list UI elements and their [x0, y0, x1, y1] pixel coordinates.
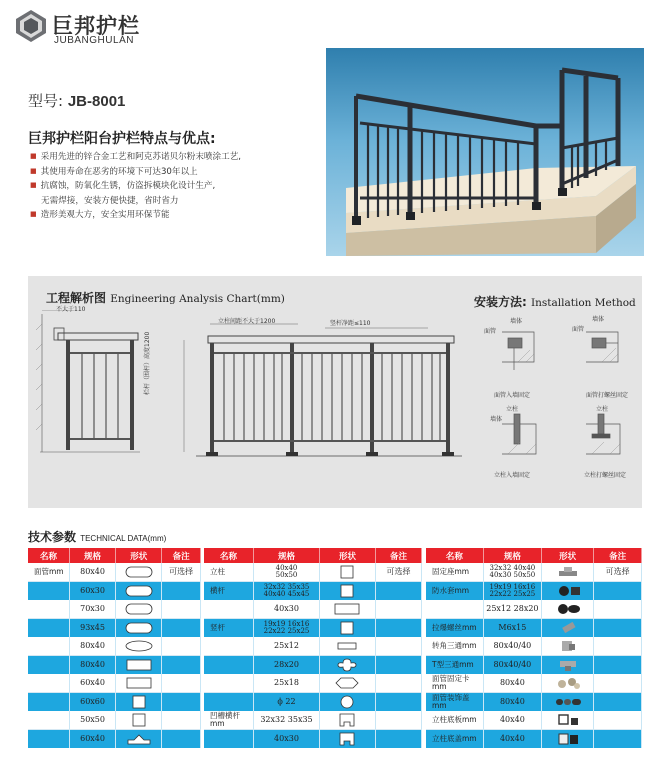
- note-cell: 可选择: [376, 563, 422, 582]
- note-cell: [594, 656, 642, 675]
- installation-title-cn: 安装方法:: [474, 295, 527, 309]
- column-header: 备注: [162, 548, 201, 563]
- balcony-railing-illustration: [326, 48, 644, 256]
- plate-profile-icon: [542, 711, 594, 730]
- table-row: [426, 711, 642, 730]
- column-header: 规格: [254, 548, 320, 563]
- spec-cell: [70, 711, 116, 730]
- spec-line: 19x19 16x16: [489, 583, 536, 591]
- model-label: 型号:: [28, 92, 64, 110]
- spec-cell: [70, 600, 116, 619]
- table-row: [28, 619, 201, 638]
- spec-line: ϕ 22: [277, 696, 296, 706]
- part-name: [28, 711, 70, 730]
- table-row: [204, 600, 422, 619]
- install-tube-2: 面管: [572, 326, 585, 333]
- baluster-gap-label: 竖杆净距≤110: [330, 320, 371, 327]
- spec-line: 28x20: [274, 659, 299, 669]
- column-header: 名称: [28, 548, 70, 563]
- spec-line: 80x40: [80, 566, 105, 576]
- spec-line: 32x32 35x35: [260, 714, 313, 724]
- rect-profile-icon: [319, 600, 375, 619]
- note-cell: [162, 600, 201, 619]
- rounded-profile-icon: [116, 563, 162, 582]
- flower-profile-icon: [319, 656, 375, 675]
- spec-line: 50x50: [275, 571, 298, 579]
- note-cell: [376, 619, 422, 638]
- install-caption-3: 立柱入墙固定: [494, 472, 531, 479]
- table-row: [426, 600, 642, 619]
- height-label: 栏杆（围杆）高度1200: [144, 331, 151, 395]
- spec-cell: [70, 656, 116, 675]
- plate2-profile-icon: [542, 730, 594, 749]
- note-cell: [162, 693, 201, 712]
- features-list: [30, 150, 241, 223]
- note-cell: [162, 656, 201, 675]
- spec-line: 70x30: [80, 603, 105, 613]
- spec-line: 80x40: [80, 640, 105, 650]
- table-row: [28, 693, 201, 712]
- front-view-drawing: [170, 318, 470, 468]
- table-row: [426, 637, 642, 656]
- table-row: [28, 637, 201, 656]
- part-name: 面管固定卡mm: [426, 674, 483, 693]
- spec-line: 22x22 25x25: [263, 627, 310, 635]
- table-row: [204, 693, 422, 712]
- spec-line: 25x18: [274, 677, 299, 687]
- rect-profile-icon: [116, 656, 162, 675]
- installation-diagrams: [490, 318, 640, 480]
- sleeve-profile-icon: [542, 582, 594, 601]
- note-cell: [594, 674, 642, 693]
- table-row: [204, 637, 422, 656]
- install-caption-1: 面管入墙固定: [494, 392, 531, 399]
- table-row: [28, 711, 201, 730]
- install-caption-2: 面管打螺丝固定: [586, 392, 629, 399]
- table-row: [426, 656, 642, 675]
- note-cell: [376, 711, 422, 730]
- spec-cell: [70, 730, 116, 749]
- spec-cell: [483, 711, 541, 730]
- spec-line: 40x40: [275, 564, 298, 572]
- install-caption-4: 立柱打螺丝固定: [584, 472, 627, 479]
- brand-logo-icon: [16, 10, 46, 42]
- spec-line: 80x40: [499, 677, 525, 687]
- tech-table-3: [426, 548, 642, 748]
- spec-cell: [70, 693, 116, 712]
- column-header: 备注: [594, 548, 642, 563]
- feature-item: ■ 造形美观大方，安全实用环保节能: [30, 208, 241, 223]
- spec-line: 22x22 25x25: [489, 590, 536, 598]
- table-row: [426, 563, 642, 582]
- spec-cell: [254, 730, 320, 749]
- table-row: [204, 582, 422, 601]
- table-row: [204, 563, 422, 582]
- part-name: 立柱底板mm: [426, 711, 483, 730]
- column-header: 名称: [426, 548, 483, 563]
- spec-cell: [254, 619, 320, 638]
- table-row: [426, 674, 642, 693]
- spec-line: 32x32 40x40: [489, 564, 536, 572]
- note-cell: [376, 693, 422, 712]
- part-name: 横杆: [204, 582, 254, 601]
- table-row: [28, 600, 201, 619]
- note-cell: [376, 656, 422, 675]
- note-cell: [594, 637, 642, 656]
- feature-item: ■ 采用先进的锌合金工艺和阿克苏诺贝尔粉末喷涂工艺,: [30, 150, 241, 165]
- note-cell: [594, 619, 642, 638]
- spec-line: 40x40: [499, 733, 525, 743]
- spec-line: 40x30: [274, 603, 299, 613]
- spec-line: 80x40/40: [493, 640, 532, 650]
- spec-line: 60x60: [80, 696, 105, 706]
- tee2-profile-icon: [542, 656, 594, 675]
- part-name: [28, 600, 70, 619]
- part-name: T型三通mm: [426, 656, 483, 675]
- caps-profile-icon: [542, 693, 594, 712]
- tee-profile-icon: [542, 637, 594, 656]
- install-wall-2: 墙体: [592, 316, 605, 323]
- engineering-title-cn: 工程解析图: [46, 291, 107, 305]
- square-profile-icon: [116, 711, 162, 730]
- model-number: [28, 90, 125, 111]
- base-profile-icon: [542, 563, 594, 582]
- part-name: 立柱底盖mm: [426, 730, 483, 749]
- tech-title-cn: 技术参数: [28, 530, 77, 544]
- installation-title-en: Installation Method: [531, 297, 636, 309]
- square-profile-icon: [319, 582, 375, 601]
- install-post-3: 立柱: [506, 406, 519, 413]
- note-cell: 可选择: [594, 563, 642, 582]
- install-wall-1: 墙体: [510, 318, 523, 325]
- column-header: 规格: [70, 548, 116, 563]
- spec-cell: [483, 619, 541, 638]
- groove-profile-icon: [319, 711, 375, 730]
- spec-line: 80x40: [80, 659, 105, 669]
- spec-line: 93x45: [80, 622, 105, 632]
- spec-cell: [70, 619, 116, 638]
- column-header: 规格: [483, 548, 541, 563]
- table-row: [204, 656, 422, 675]
- part-name: [204, 600, 254, 619]
- wall-distance-label: 不大于110: [56, 306, 86, 313]
- part-name: [204, 656, 254, 675]
- spec-cell: [70, 563, 116, 582]
- bolt-profile-icon: [542, 619, 594, 638]
- spec-cell: [254, 711, 320, 730]
- table-row: [28, 563, 201, 582]
- feature-item: ■ 其使用寿命在恶劣的环境下可达30年以上: [30, 165, 241, 180]
- part-name: 面管mm: [28, 563, 70, 582]
- square-profile-icon: [319, 563, 375, 582]
- table-row: [28, 674, 201, 693]
- table-row: [204, 674, 422, 693]
- oval-profile-icon: [116, 637, 162, 656]
- spec-cell: [254, 582, 320, 601]
- column-header: 形状: [116, 548, 162, 563]
- tech-data-title: [28, 528, 166, 545]
- spec-cell: [483, 656, 541, 675]
- table-row: [28, 730, 201, 749]
- part-name: [204, 693, 254, 712]
- spec-cell: [483, 563, 541, 582]
- part-name: [28, 693, 70, 712]
- note-cell: [162, 674, 201, 693]
- feature-item: 无需焊接，安装方便快捷，省时省力: [41, 195, 179, 206]
- installation-title: [474, 293, 636, 310]
- part-name: [426, 600, 483, 619]
- spec-line: 40x40 45x45: [263, 590, 310, 598]
- spec-cell: [70, 637, 116, 656]
- part-name: [28, 674, 70, 693]
- part-name: [204, 674, 254, 693]
- tech-table-2: [204, 548, 422, 748]
- spec-line: 25x12 28x20: [486, 603, 539, 613]
- spec-cell: [254, 637, 320, 656]
- post-spacing-label: 立柱间距不大于1200: [218, 318, 276, 325]
- square-profile-icon: [116, 693, 162, 712]
- product-photo: [326, 48, 644, 256]
- rounded-profile-icon: [116, 600, 162, 619]
- part-name: [28, 582, 70, 601]
- spec-line: 80x40: [499, 696, 525, 706]
- part-name: 固定座mm: [426, 563, 483, 582]
- table-row: [426, 693, 642, 712]
- spec-line: 60x40: [80, 677, 105, 687]
- part-name: 防水套mm: [426, 582, 483, 601]
- rect-profile-icon: [116, 674, 162, 693]
- part-name: 拉爆螺丝mm: [426, 619, 483, 638]
- table-row: [426, 730, 642, 749]
- spec-cell: [483, 637, 541, 656]
- flat-profile-icon: [319, 637, 375, 656]
- part-name: [28, 637, 70, 656]
- spec-cell: [254, 674, 320, 693]
- side-view-drawing: [36, 310, 146, 460]
- feature-item: ■ 抗腐蚀，防氧化生锈，仿盗拆模块化设计生产,: [30, 179, 241, 194]
- cap-profile-icon: [116, 730, 162, 749]
- part-name: [28, 656, 70, 675]
- note-cell: [376, 730, 422, 749]
- table-row: [204, 711, 422, 730]
- note-cell: [162, 711, 201, 730]
- sleeve2-profile-icon: [542, 600, 594, 619]
- spec-cell: [254, 563, 320, 582]
- hex-profile-icon: [319, 674, 375, 693]
- brand-name-cn: 巨邦护栏: [52, 14, 140, 38]
- spec-line: 40x30: [274, 733, 299, 743]
- table-row: [426, 619, 642, 638]
- note-cell: [376, 674, 422, 693]
- part-name: [28, 730, 70, 749]
- spec-cell: [254, 600, 320, 619]
- table-row: [204, 619, 422, 638]
- rounded-profile-icon: [116, 582, 162, 601]
- model-value: JB-8001: [67, 93, 126, 110]
- note-cell: [376, 582, 422, 601]
- install-post-4: 立柱: [596, 406, 609, 413]
- spec-cell: [483, 693, 541, 712]
- spec-line: 40x40: [499, 714, 525, 724]
- engineering-title-en: Engineering Analysis Chart(mm): [110, 293, 285, 305]
- note-cell: [376, 637, 422, 656]
- spec-cell: [70, 582, 116, 601]
- spec-cell: [483, 674, 541, 693]
- rounded-profile-icon: [116, 619, 162, 638]
- spec-line: M6x15: [498, 622, 527, 632]
- brand-name-en: JUBANGHULAN: [54, 35, 134, 46]
- part-name: [204, 637, 254, 656]
- note-cell: [594, 693, 642, 712]
- note-cell: [594, 711, 642, 730]
- note-cell: [162, 730, 201, 749]
- table-row: [28, 582, 201, 601]
- note-cell: [162, 637, 201, 656]
- spec-line: 60x40: [80, 733, 105, 743]
- table-row: [28, 656, 201, 675]
- spec-line: 40x30 50x50: [489, 571, 536, 579]
- note-cell: [594, 600, 642, 619]
- part-name: [28, 619, 70, 638]
- note-cell: [594, 582, 642, 601]
- note-cell: 可选择: [162, 563, 201, 582]
- note-cell: [162, 582, 201, 601]
- spec-cell: [483, 582, 541, 601]
- part-name: 转角三通mm: [426, 637, 483, 656]
- spec-line: 32x32 35x35: [263, 583, 310, 591]
- spec-cell: [254, 656, 320, 675]
- column-header: 名称: [204, 548, 254, 563]
- tech-title-en: TECHNICAL DATA(mm): [80, 534, 167, 543]
- spec-cell: [70, 674, 116, 693]
- spec-line: 25x12: [274, 640, 299, 650]
- note-cell: [376, 600, 422, 619]
- part-name: 竖杆: [204, 619, 254, 638]
- part-name: 面管装饰盖mm: [426, 693, 483, 712]
- spec-cell: [254, 693, 320, 712]
- table-row: [426, 582, 642, 601]
- circle-profile-icon: [319, 693, 375, 712]
- spec-line: 60x30: [80, 585, 105, 595]
- column-header: 形状: [319, 548, 375, 563]
- note-cell: [594, 730, 642, 749]
- spec-line: 19x19 16x16: [263, 620, 310, 628]
- column-header: 备注: [376, 548, 422, 563]
- part-name: [204, 730, 254, 749]
- install-tube-1: 面管: [484, 328, 497, 335]
- part-name: 立柱: [204, 563, 254, 582]
- spec-cell: [483, 730, 541, 749]
- note-cell: [162, 619, 201, 638]
- square-profile-icon: [319, 619, 375, 638]
- column-header: 形状: [542, 548, 594, 563]
- spec-line: 50x50: [80, 714, 105, 724]
- spec-line: 80x40/40: [493, 659, 532, 669]
- groove-profile-icon: [319, 730, 375, 749]
- features-title: 巨邦护栏阳台护栏特点与优点:: [28, 131, 216, 147]
- tech-table-1: [28, 548, 201, 748]
- table-row: [204, 730, 422, 749]
- install-wall-3: 墙体: [490, 416, 503, 423]
- part-name: 凹槽横杆mm: [204, 711, 254, 730]
- clip-profile-icon: [542, 674, 594, 693]
- spec-cell: [483, 600, 541, 619]
